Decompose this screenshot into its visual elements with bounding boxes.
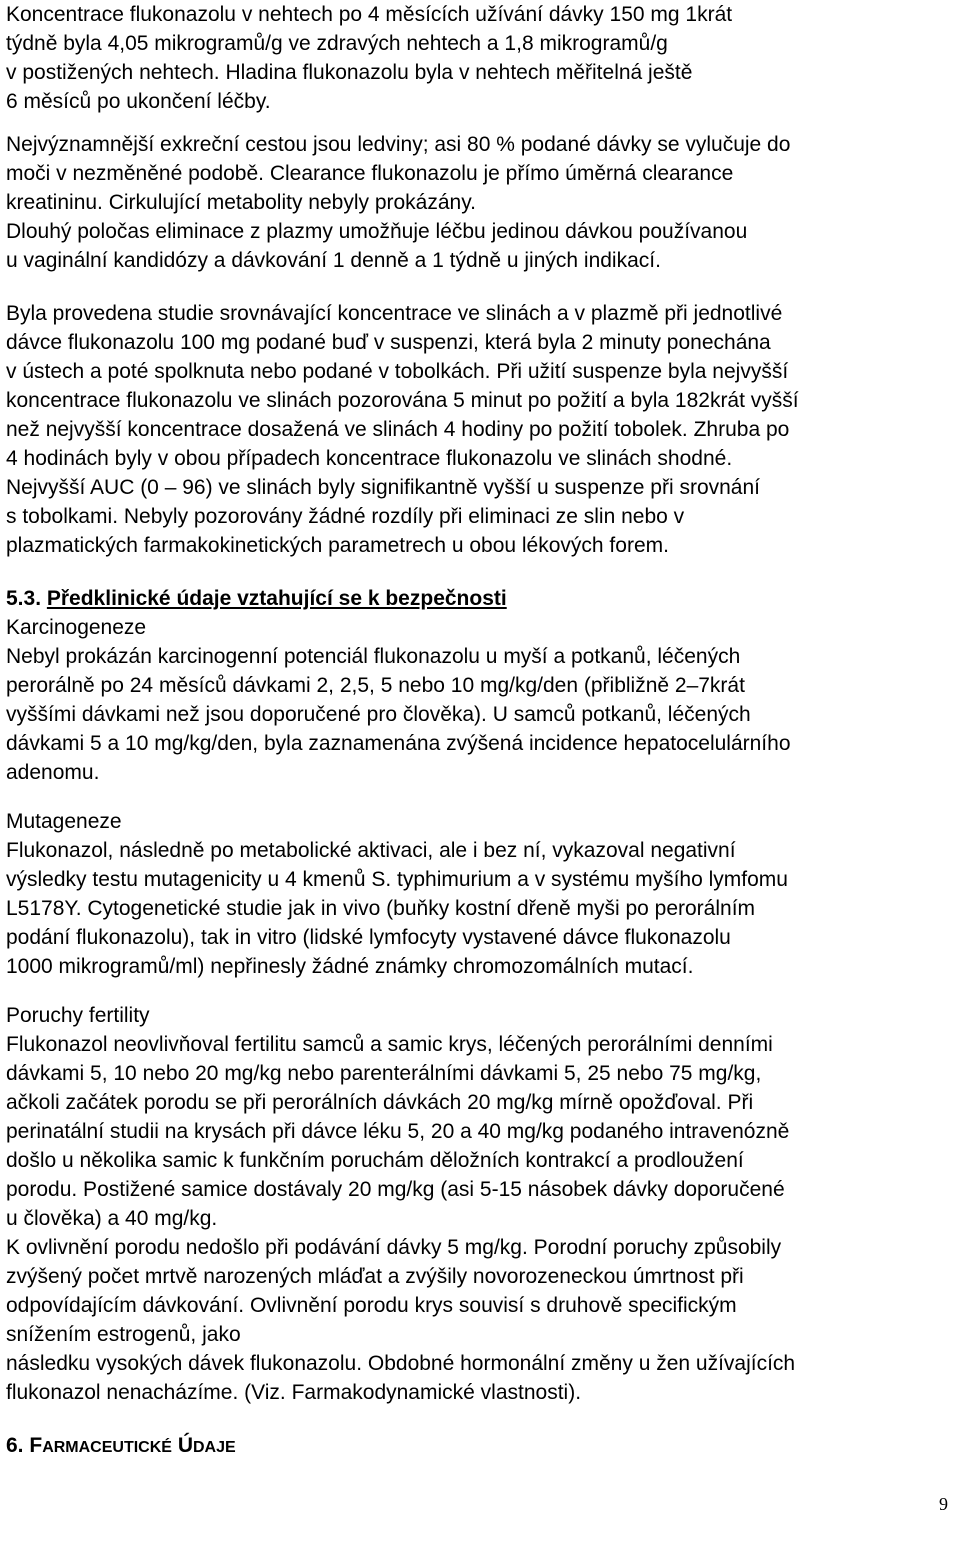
text-line: výsledky testu mutagenicity u 4 kmenů S. typhimurium a v systému myšího lymfomu <box>6 868 788 891</box>
text-line: Koncentrace flukonazolu v nehtech po 4 měsících užívání dávky 150 mg 1krát <box>6 3 733 26</box>
text-line: dávkami 5, 10 nebo 20 mg/kg nebo parenterálními dávkami 5, 25 nebo 75 mg/kg, <box>6 1062 762 1085</box>
subsection-karcinogeneze <box>6 613 958 787</box>
paragraph-saliva-study <box>6 299 958 560</box>
text-line: vyššími dávkami než jsou doporučené pro člověka). U samců potkanů, léčených <box>6 703 751 726</box>
text-line: podání flukonazolu), tak in vitro (lidské lymfocyty vystavené dávce flukonazolu <box>6 926 731 949</box>
text-line: adenomu. <box>6 761 100 784</box>
paragraph-excretion <box>6 130 958 275</box>
text-line: Nejvyšší AUC (0 – 96) ve slinách byly signifikantně vyšší u suspenze při srovnání <box>6 476 761 499</box>
text-line: následku vysokých dávek flukonazolu. Obdobné hormonální změny u žen užívajících <box>6 1352 796 1375</box>
text-line: zvýšený počet mrtvě narozených mláďat a zvýšily novorozeneckou úmrtnost při <box>6 1265 744 1288</box>
text-line: týdně byla 4,05 mikrogramů/g ve zdravých nehtech a 1,8 mikrogramů/g <box>6 32 668 55</box>
text-line: moči v nezměněné podobě. Clearance flukonazolu je přímo úměrná clearance <box>6 162 734 185</box>
text-line: než nejvyšší koncentrace dosažená ve slinách 4 hodiny po požití tobolek. Zhruba po <box>6 418 790 441</box>
section-heading-6 <box>6 1431 958 1460</box>
text-line: 1000 mikrogramů/ml) nepřinesly žádné známky chromozomálních mutací. <box>6 955 694 978</box>
text-line: u vaginální kandidózy a dávkování 1 denně a 1 týdně u jiných indikací. <box>6 249 661 272</box>
text-line: v postižených nehtech. Hladina flukonazolu byla v nehtech měřitelná ještě <box>6 61 693 84</box>
subsection-heading: Karcinogeneze <box>6 616 147 639</box>
text-line: ačkoli začátek porodu se při perorálních dávkách 20 mg/kg mírně opožďoval. Při <box>6 1091 754 1114</box>
paragraph-nail-concentration <box>6 0 958 116</box>
text-line: K ovlivnění porodu nedošlo při podávání dávky 5 mg/kg. Porodní poruchy způsobily <box>6 1236 782 1259</box>
text-line: plazmatických farmakokinetických parametrech u obou lékových forem. <box>6 534 669 557</box>
section-number: 5.3. <box>6 587 42 610</box>
subsection-mutageneze <box>6 807 958 981</box>
text-line: perorálně po 24 měsíců dávkami 2, 2,5, 5 nebo 10 mg/kg/den (přibližně 2–7krát <box>6 674 745 697</box>
subsection-heading: Poruchy fertility <box>6 1004 150 1027</box>
text-line: dávce flukonazolu 100 mg podané buď v suspenzi, která byla 2 minuty ponechána <box>6 331 771 354</box>
section-title-initial: F <box>29 1434 43 1457</box>
text-line: Flukonazol neovlivňoval fertilitu samců a samic krys, léčených perorálními denními <box>6 1033 773 1056</box>
text-line: došlo u několika samic k funkčním poruchám děložních kontrakcí a prodloužení <box>6 1149 744 1172</box>
section-heading-5-3 <box>6 584 958 613</box>
text-line: u člověka) a 40 mg/kg. <box>6 1207 218 1230</box>
text-line: Byla provedena studie srovnávající koncentrace ve slinách a v plazmě při jednotlivé <box>6 302 783 325</box>
text-line: perinatální studii na krysách při dávce léku 5, 20 a 40 mg/kg podaného intravenózně <box>6 1120 790 1143</box>
text-line: Flukonazol, následně po metabolické aktivaci, ale i bez ní, vykazoval negativní <box>6 839 736 862</box>
text-line: v ústech a poté spolknuta nebo podané v tobolkách. Při užití suspenze byla nejvyšší <box>6 360 789 383</box>
subsection-heading: Mutageneze <box>6 810 122 833</box>
page-number: 9 <box>939 1494 948 1514</box>
section-title-initial: Ú <box>177 1434 193 1457</box>
document-page <box>6 0 958 1460</box>
text-line: Nebyl prokázán karcinogenní potenciál flukonazolu u myší a potkanů, léčených <box>6 645 741 668</box>
section-number: 6. <box>6 1434 24 1457</box>
text-line: 6 měsíců po ukončení léčby. <box>6 90 271 113</box>
text-line: porodu. Postižené samice dostávaly 20 mg/kg (asi 5-15 násobek dávky doporučené <box>6 1178 785 1201</box>
section-title: Předklinické údaje vztahující se k bezpečnosti <box>46 587 507 610</box>
text-line: Dlouhý poločas eliminace z plazmy umožňuje léčbu jedinou dávkou používanou <box>6 220 748 243</box>
text-line: snížením estrogenů, jako <box>6 1323 241 1346</box>
text-line: L5178Y. Cytogenetické studie jak in vivo (buňky kostní dřeně myši po perorálním <box>6 897 756 920</box>
section-title-rest: ARMACEUTICKÉ <box>42 1439 172 1456</box>
text-line: kreatininu. Cirkulující metabolity nebyly prokázány. <box>6 191 476 214</box>
section-title-rest: DAJE <box>192 1439 236 1456</box>
text-line: koncentrace flukonazolu ve slinách pozorována 5 minut po požití a byla 182krát vyšší <box>6 389 799 412</box>
text-line: s tobolkami. Nebyly pozorovány žádné rozdíly při eliminaci ze slin nebo v <box>6 505 685 528</box>
subsection-fertilita <box>6 1001 958 1407</box>
text-line: flukonazol nenacházíme. (Viz. Farmakodynamické vlastnosti). <box>6 1381 582 1404</box>
text-line: odpovídajícím dávkování. Ovlivnění porodu krys souvisí s druhově specifickým <box>6 1294 737 1317</box>
text-line: Nejvýznamnější exkreční cestou jsou ledviny; asi 80 % podané dávky se vylučuje do <box>6 133 791 156</box>
text-line: 4 hodinách byly v obou případech koncentrace flukonazolu ve slinách shodné. <box>6 447 733 470</box>
text-line: dávkami 5 a 10 mg/kg/den, byla zaznamenána zvýšená incidence hepatocelulárního <box>6 732 791 755</box>
